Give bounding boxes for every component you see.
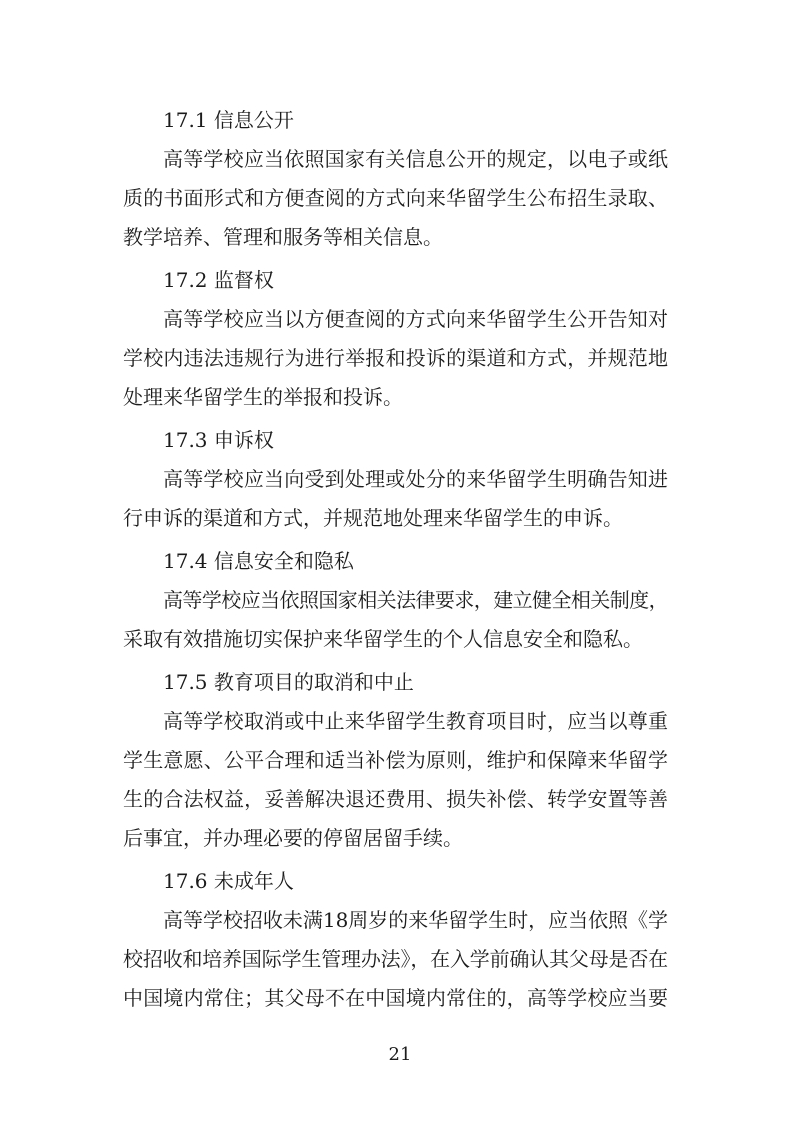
line-text: 生的合法权益，妥善解决退还费用、损失补偿、转学安置等善: [123, 787, 668, 811]
line-text: 高等学校取消或中止来华留学生教育项目时，应当以尊重: [163, 709, 668, 733]
page-number: 21: [388, 1044, 412, 1065]
paragraph-line: [123, 979, 668, 1018]
line-text: 学校内违法违规行为进行举报和投诉的渠道和方式，并规范地: [123, 346, 668, 370]
paragraph-line: [123, 741, 668, 780]
paragraph-line: [123, 339, 668, 378]
paragraph-line: [123, 499, 668, 538]
section-heading: 17.3 申诉权: [163, 428, 274, 452]
section-4: [123, 542, 668, 659]
line-text: 高等学校应当以方便查阅的方式向来华留学生公开告知对: [163, 307, 668, 331]
line-text: 处理来华留学生的举报和投诉。: [123, 385, 403, 409]
section-paragraph: [123, 300, 668, 417]
paragraph-line: [123, 702, 668, 741]
paragraph-line: [123, 620, 668, 659]
section-heading: 17.4 信息安全和隐私: [163, 549, 354, 573]
paragraph-line: [123, 940, 668, 979]
section-paragraph: [123, 702, 668, 858]
line-text: 高等学校应当向受到处理或处分的来华留学生明确告知进: [163, 467, 668, 491]
paragraph-line: [123, 581, 668, 620]
section-2: [123, 261, 668, 417]
line-text: 中国境内常住；其父母不在中国境内常住的，高等学校应当要: [123, 986, 668, 1010]
section-paragraph: [123, 901, 668, 1018]
paragraph-line: [123, 780, 668, 819]
section-paragraph: [123, 460, 668, 538]
paragraph-line: [123, 460, 668, 499]
line-text: 质的书面形式和方便查阅的方式向来华留学生公布招生录取、: [123, 186, 668, 210]
section-heading: 17.1 信息公开: [163, 108, 294, 132]
section-heading: 17.6 未成年人: [163, 869, 294, 893]
section-paragraph: [123, 581, 668, 659]
paragraph-line: [123, 819, 668, 858]
paragraph-line: [123, 218, 668, 257]
paragraph-line: [123, 140, 668, 179]
line-text: 高等学校招收未满18周岁的来华留学生时，应当依照《学: [163, 908, 668, 932]
paragraph-line: [123, 901, 668, 940]
line-text: 采取有效措施切实保护来华留学生的个人信息安全和隐私。: [123, 627, 643, 651]
section-1: [123, 101, 668, 257]
line-text: 高等学校应当依照国家有关信息公开的规定，以电子或纸: [163, 147, 668, 171]
section-3: [123, 421, 668, 538]
line-text: 高等学校应当依照国家相关法律要求，建立健全相关制度，: [163, 588, 668, 612]
section-5: [123, 663, 668, 858]
line-text: 后事宜，并办理必要的停留居留手续。: [123, 826, 463, 850]
section-paragraph: [123, 140, 668, 257]
paragraph-line: [123, 300, 668, 339]
section-6: [123, 862, 668, 1018]
section-heading: 17.5 教育项目的取消和中止: [163, 670, 414, 694]
line-text: 学生意愿、公平合理和适当补偿为原则，维护和保障来华留学: [123, 748, 668, 772]
document-body: [123, 101, 668, 1018]
line-text: 行申诉的渠道和方式，并规范地处理来华留学生的申诉。: [123, 506, 623, 530]
section-heading: 17.2 监督权: [163, 268, 274, 292]
paragraph-line: [123, 179, 668, 218]
line-text: 教学培养、管理和服务等相关信息。: [123, 225, 443, 249]
line-text: 校招收和培养国际学生管理办法》，在入学前确认其父母是否在: [123, 947, 668, 971]
paragraph-line: [123, 378, 668, 417]
